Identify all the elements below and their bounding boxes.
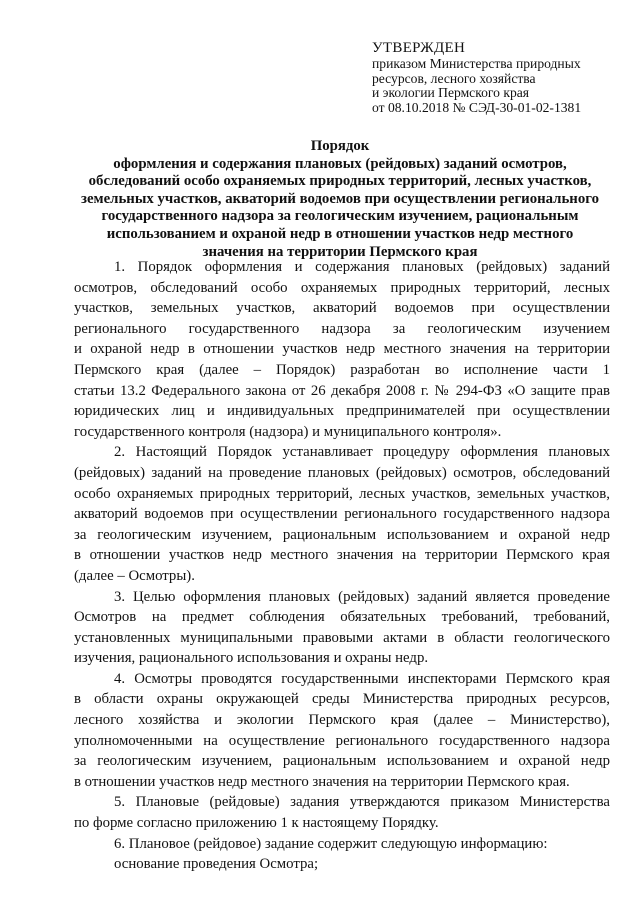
paragraph-line: 5. Плановые (рейдовые) задания утверждаются приказом Министерства (114, 794, 610, 811)
paragraph-7 (74, 854, 610, 875)
paragraph-line: юридических лиц и индивидуальных предпринимателей при осуществлении (74, 403, 610, 420)
paragraph-line: статьи 13.2 Федерального закона от 26 декабря 2008 г. № 294-ФЗ «О защите прав (74, 382, 610, 399)
paragraph-3 (74, 587, 610, 669)
paragraph-line: Пермского края (далее – Порядок) разработан во исполнение части 1 (74, 361, 610, 378)
paragraph-line: 4. Осмотры проводятся государственными инспекторами Пермского края (114, 670, 610, 687)
paragraph-line: установленных муниципальными правовыми актами в области геологического (74, 629, 610, 646)
title-line: оформления и содержания плановых (рейдовых) заданий осмотров, (113, 155, 567, 172)
title-line: земельных участков, акваторий водоемов при осуществлении регионального (81, 190, 599, 207)
paragraph-line: 3. Целью оформления плановых (рейдовых) заданий является проведение (114, 588, 610, 605)
approval-block (372, 40, 632, 115)
paragraph-line: в области охраны окружающей среды Министерства природных ресурсов, (74, 691, 610, 708)
paragraph-line: 6. Плановое (рейдовое) задание содержит следующую информацию: (114, 835, 548, 852)
paragraph-line: осмотров, обследований особо охраняемых природных территорий, лесных (74, 279, 610, 296)
paragraph-line: за геологическим изучением, рациональным использованием и охраной недр (74, 753, 610, 770)
paragraph-line: в отношении участков недр местного значения на территории Пермского края. (74, 773, 570, 790)
document-body (74, 257, 610, 875)
title-line: Порядок (310, 138, 370, 154)
paragraph-6 (74, 834, 610, 855)
title-line: государственного надзора за геологическим изучением, рациональным (101, 208, 579, 225)
paragraph-1 (74, 257, 610, 442)
title-line: использованием и охраной недр в отношении участков недр местного (106, 225, 574, 242)
paragraph-line: регионального государственного надзора за геологическим изучением (74, 320, 610, 337)
paragraph-line: за геологическим изучением, рациональным использованием и охраной недр (74, 526, 610, 543)
paragraph-line: основание проведения Осмотра; (114, 856, 319, 873)
paragraph-line: 2. Настоящий Порядок устанавливает процедуру оформления плановых (114, 444, 610, 461)
approval-line: от 08.10.2018 № СЭД-30-01-02-1381 (372, 99, 582, 115)
approval-line: ресурсов, лесного хозяйства (372, 70, 536, 86)
paragraph-4 (74, 669, 610, 793)
paragraph-line: 1. Порядок оформления и содержания плановых (рейдовых) заданий (114, 259, 610, 275)
paragraph-line: по форме согласно приложению 1 к настоящему Порядку. (74, 815, 439, 832)
document-title (70, 138, 610, 261)
approval-heading: УТВЕРЖДЕН (372, 40, 466, 56)
approval-line: и экологии Пермского края (372, 85, 530, 100)
paragraph-2 (74, 442, 610, 586)
paragraph-line: (рейдовых) заданий на проведение плановых (рейдовых) осмотров, обследований (74, 464, 610, 481)
title-line: значения на территории Пермского края (202, 243, 478, 260)
paragraph-line: акваторий водоемов при осуществлении регионального государственного надзора (74, 506, 610, 523)
paragraph-5 (74, 792, 610, 833)
paragraph-line: государственного контроля (надзора) и муниципального контроля». (74, 423, 502, 440)
paragraph-line: изучения, рационального использования и охраны недр. (74, 650, 429, 667)
approval-line: приказом Министерства природных (372, 56, 581, 71)
paragraph-line: Осмотров на предмет соблюдения обязательных требований, требований, (74, 609, 610, 626)
paragraph-line: уполномоченными на осуществление регионального государственного надзора (74, 732, 610, 749)
paragraph-line: лесного хозяйства и экологии Пермского края (далее – Министерство), (74, 712, 610, 729)
title-line: обследований особо охраняемых природных территорий, лесных участков, (88, 173, 592, 190)
paragraph-line: участков, земельных участков, акваторий водоемов при осуществлении (74, 300, 610, 317)
paragraph-line: и охраной недр в отношении участков недр местного значения на территории (74, 341, 610, 358)
paragraph-line: (далее – Осмотры). (74, 567, 195, 584)
paragraph-line: особо охраняемых природных территорий, лесных участков, земельных участков, (74, 485, 610, 502)
paragraph-line: в отношении участков недр местного значения на территории Пермского края (74, 547, 610, 564)
